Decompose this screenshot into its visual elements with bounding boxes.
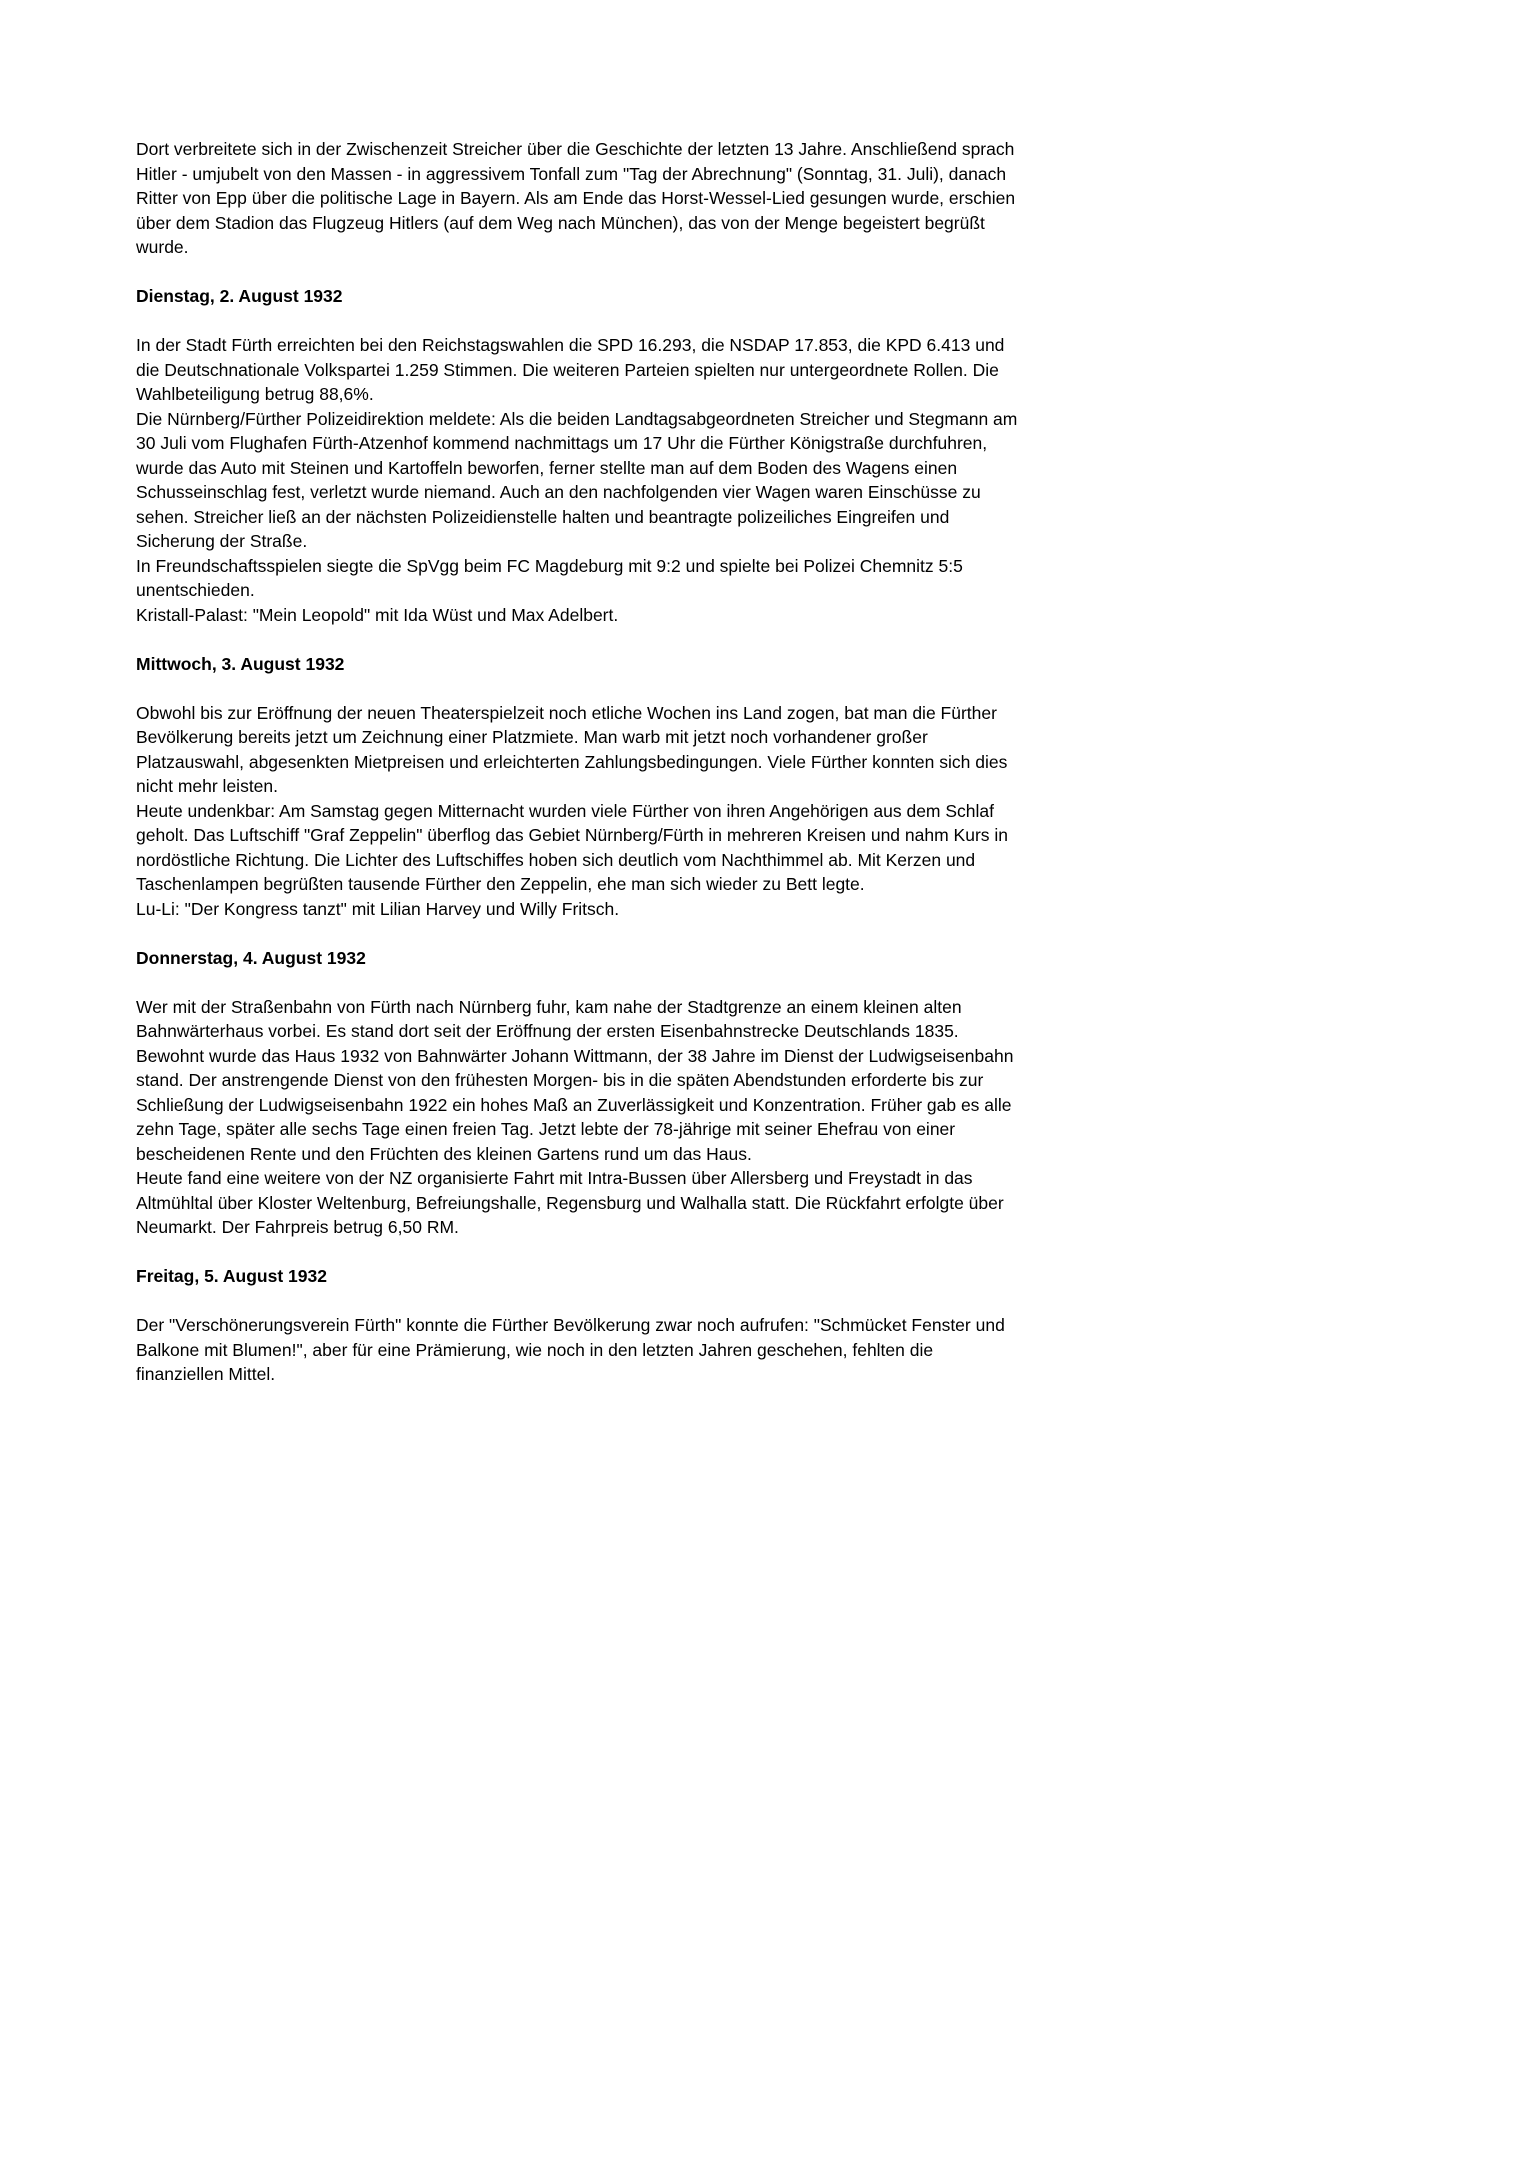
section-heading: Freitag, 5. August 1932: [136, 1266, 327, 1286]
section-heading: Mittwoch, 3. August 1932: [136, 653, 345, 674]
paragraph: Heute fand eine weitere von der NZ organisierte Fahrt mit Intra-Bussen über Allersberg und Freystadt in das Altmühltal über Kloster Weltenburg, Befreiungshalle, Regensburg und Walhalla statt. Die Rückfahrt erfolgte über Neumarkt. Der Fahrpreis betrug 6,50 RM.: [136, 1168, 1004, 1237]
paragraph: Die Nürnberg/Fürther Polizeidirektion meldete: Als die beiden Landtagsabgeordneten Streicher und Stegmann am 30 Juli vom Flughafen Fürth-Atzenhof kommend nachmittags um 17 Uhr die Fürther Königstraße durchfuhren, wurde das Auto mit Steinen und Kartoffeln beworfen, ferner stellte man auf dem Boden des Wagens einen Schusseinschlag fest, verletzt wurde niemand. Auch an den nachfolgenden vier Wagen waren Einschüsse zu sehen. Streicher ließ an der nächsten Polizeidienstelle halten und beantragte polizeiliches Eingreifen und Sicherung der Straße.: [136, 408, 1018, 551]
section-heading: Dienstag, 2. August 1932: [136, 286, 343, 306]
paragraph: In der Stadt Fürth erreichten bei den Reichstagswahlen die SPD 16.293, die NSDAP 17.853, die KPD 6.413 und die Deutschnationale Volkspartei 1.259 Stimmen. Die weiteren Parteien spielten nur untergeordnete Rollen. Die Wahlbeteiligung betrug 88,6%.: [136, 335, 1005, 404]
paragraph: Dort verbreitete sich in der Zwischenzeit Streicher über die Geschichte der letzten 13 Jahre. Anschließend sprach Hitler - umjubelt von den Massen - in aggressivem Tonfall zum "Tag der Abrechnung" (Sonntag, 31. Juli), danach Ritter von Epp über die politische Lage in Bayern. Als am Ende das Horst-Wessel-Lied gesungen wurde, erschien über dem Stadion das Flugzeug Hitlers (auf dem Weg nach München), das von der Menge begeistert begrüßt wurde.: [136, 139, 1016, 257]
paragraph: Wer mit der Straßenbahn von Fürth nach Nürnberg fuhr, kam nahe der Stadtgrenze an einem kleinen alten Bahnwärterhaus vorbei. Es stand dort seit der Eröffnung der ersten Eisenbahnstrecke Deutschlands 1835. Bewohnt wurde das Haus 1932 von Bahnwärter Johann Wittmann, der 38 Jahre im Dienst der Ludwigseisenbahn stand. Der anstrengende Dienst von den frühesten Morgen- bis in die späten Abendstunden erforderte bis zur Schließung der Ludwigseisenbahn 1922 ein hohes Maß an Zuverlässigkeit und Konzentration. Früher gab es alle zehn Tage, später alle sechs Tage einen freien Tag. Jetzt lebte der 78-jährige mit seiner Ehefrau von einer bescheidenen Rente und den Früchten des kleinen Gartens rund um das Haus.: [136, 996, 1014, 1164]
paragraph: Lu-Li: "Der Kongress tanzt" mit Lilian Harvey und Willy Fritsch.: [136, 898, 620, 919]
document-body: [136, 137, 1018, 1387]
paragraph: Obwohl bis zur Eröffnung der neuen Theaterspielzeit noch etliche Wochen ins Land zogen, bat man die Fürther Bevölkerung bereits jetzt um Zeichnung einer Platzmiete. Man warb mit jetzt noch vorhandener großer Platzauswahl, abgesenkten Mietpreisen und erleichterten Zahlungsbedingungen. Viele Fürther konnten sich dies nicht mehr leisten.: [136, 702, 1008, 796]
paragraph: Kristall-Palast: "Mein Leopold" mit Ida Wüst und Max Adelbert.: [136, 604, 619, 625]
paragraph: Heute undenkbar: Am Samstag gegen Mitternacht wurden viele Fürther von ihren Angehörigen aus dem Schlaf geholt. Das Luftschiff "Graf Zeppelin" überflog das Gebiet Nürnberg/Fürth in mehreren Kreisen und nahm Kurs in nordöstliche Richtung. Die Lichter des Luftschiffes hoben sich deutlich vom Nachthimmel ab. Mit Kerzen und Taschenlampen begrüßten tausende Fürther den Zeppelin, ehe man sich wieder zu Bett legte.: [136, 800, 1009, 894]
paragraph: Der "Verschönerungsverein Fürth" konnte die Fürther Bevölkerung zwar noch aufrufen: "Schmücket Fenster und Balkone mit Blumen!", aber für eine Prämierung, wie noch in den letzten Jahren geschehen, fehlten die finanziellen Mittel.: [136, 1315, 1005, 1384]
section-heading: Donnerstag, 4. August 1932: [136, 947, 366, 968]
paragraph: In Freundschaftsspielen siegte die SpVgg beim FC Magdeburg mit 9:2 und spielte bei Polizei Chemnitz 5:5 unentschieden.: [136, 555, 963, 600]
